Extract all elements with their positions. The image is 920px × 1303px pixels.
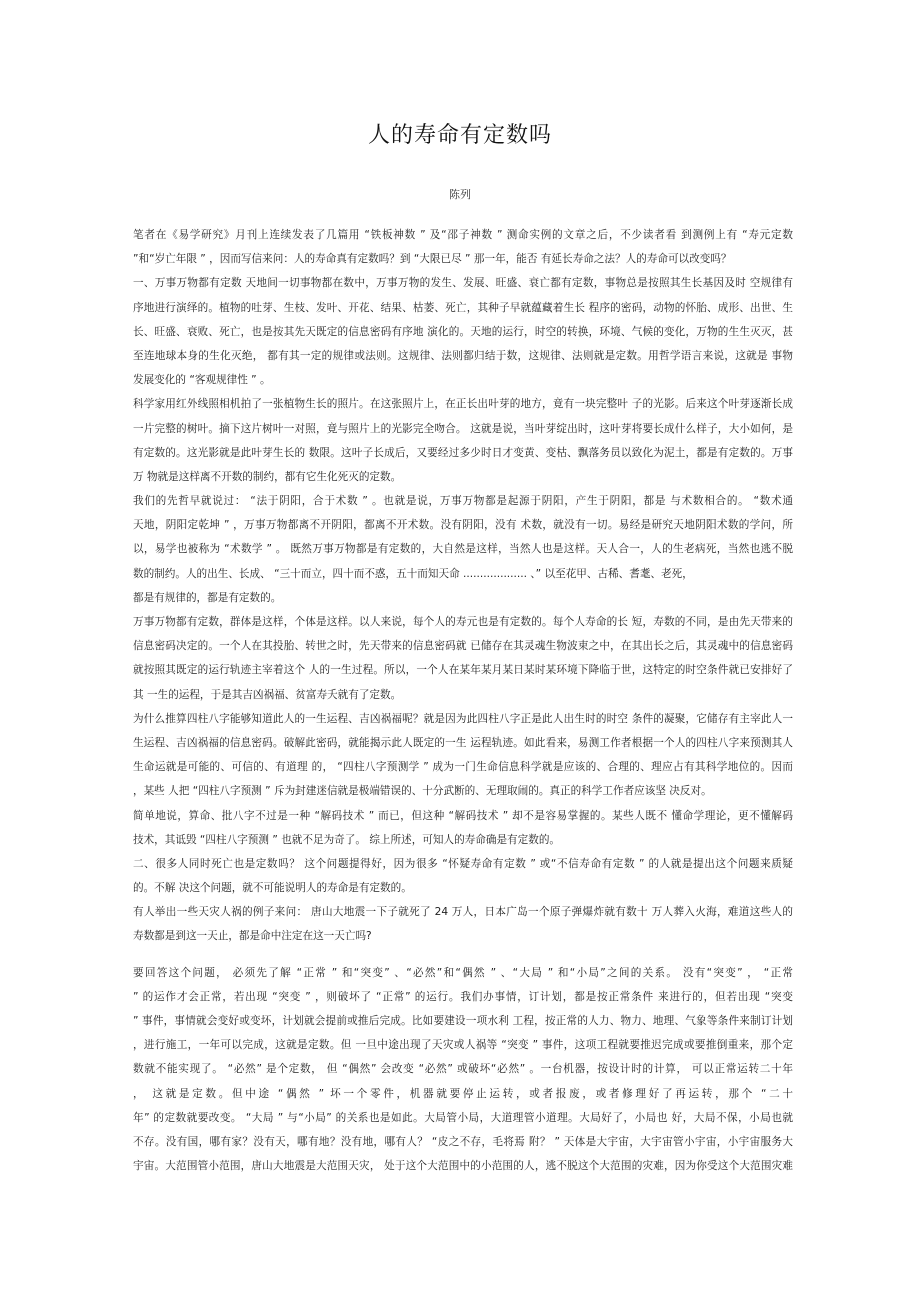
text-line: 数就不能实现了。 “必然” 是个定数， 但 “偶然” 会改变 “必然” 或破坏“必然” 。一台机器，按设计时的计算， 可以正常运转二十年 bbox=[133, 1063, 793, 1076]
text-line: 的。不解 决这个问题，就不可能说明人的寿命是有定数的。 bbox=[133, 882, 412, 895]
paragraph-gap bbox=[133, 949, 793, 961]
text-line: 一片完整的树叶。摘下这片树叶一对照，竟与照片上的光影完全吻合。 这就是说，当叶芽绽出时，这叶芽将要长成什么样子，大小如何，是 bbox=[133, 422, 793, 435]
text-line: 序地进行演绎的。植物的吐芽、生枝、发叶、开花、结果、枯萎、死亡，其种子早就蕴藏着生长 程序的密码，动物的怀胎、成形、出世、生 bbox=[133, 301, 793, 314]
document-title: 人的寿命有定数吗 bbox=[367, 123, 552, 148]
document-body bbox=[133, 223, 793, 1178]
text-line: ” 的运作才会正常，若出现 “突变 ” ，则破坏了 “正常” 的运行。我们办事情，订计划，都是按正常条件 来进行的，但若出现 “突变 bbox=[133, 990, 793, 1003]
text-line: 为什么推算四柱八字能够知道此人的一生运程、吉凶祸福呢？就是因为此四柱八字正是此人出生时的时空 条件的凝聚，它储存有主宰此人一 bbox=[133, 712, 793, 725]
text-line: 都是有规律的，都是有定数的。 bbox=[133, 591, 282, 604]
text-line: 数的制约。人的出生、长成、 “三十而立，四十而不惑，五十而知天命 ................... 、” 以至花甲、古稀、耆耄、老死， bbox=[133, 567, 693, 580]
text-line: 发展变化的 “客观规律性 ” 。 bbox=[133, 374, 271, 387]
text-line: 年” 的定数就要改变。 “大局 ” 与“小局” 的关系也是如此。大局管小局，大道理管小道理。大局好了，小局也 好，大局不保，小局也就 bbox=[133, 1111, 793, 1124]
text-line: 信息密码决定的。一个人在其投胎、转世之时，先天带来的信息密码就 已储存在其灵魂生物波束之中，在其出长之后，其灵魂中的信息密码 bbox=[133, 640, 793, 653]
text-line: 有人举出一些天灾人祸的例子来问： 唐山大地震一下子就死了 24 万人，日本广岛一个原子弹爆炸就有数十 万人葬入火海，难道这些人的 bbox=[133, 906, 793, 919]
text-line: 天地，阴阳定乾坤 ” ，万事万物都离不开阴阳，都离不开术数。没有阴阳，没有 术数，就没有一切。易经是研究天地阴阳术数的学问，所 bbox=[133, 519, 793, 532]
text-line: 寿数都是到这一天止，都是命中注定在这一天亡吗? bbox=[133, 930, 372, 943]
text-line: 宇宙。大范围管小范围，唐山大地震是大范围天灾， 处于这个大范围中的小范围的人，逃不脱这个大范围的灾难，因为你受这个大范围灾难 bbox=[133, 1160, 793, 1173]
text-line: 二、很多人同时死亡也是定数吗？ 这个问题提得好，因为很多 “怀疑寿命有定数 ” 或“不信寿命有定数 ” 的人就是提出这个问题来质疑 bbox=[133, 857, 793, 870]
text-line: ，进行施工，一年可以完成，这就是定数。但 一旦中途出现了天灾或人祸等 “突变 ” 事件，这项工程就要推迟完成或要推倒重来，那个定 bbox=[133, 1039, 793, 1052]
text-line: 至连地球本身的生化灭绝， 都有其一定的规律或法则。这规律、法则都归结于数，这规律、法则就是定数。用哲学语言来说，这就是 事物 bbox=[133, 349, 793, 362]
text-line: ” 事件，事情就会变好或变坏，计划就会提前或推后完成。比如要建设一项水利 工程，按正常的人力、物力、地理、气象等条件来制订计划 bbox=[133, 1015, 793, 1027]
text-line: 生运程、吉凶祸福的信息密码。破解此密码，就能揭示此人既定的一生 运程轨迹。如此看来，易测工作者根据一个人的四柱八字来预测其人 bbox=[133, 736, 793, 749]
text-line: 以，易学也被称为 “术数学 ” 。 既然万事万物都是有定数的，大自然是这样，当然人也是这样。天人合一，人的生老病死，当然也逃不脱 bbox=[133, 543, 793, 556]
text-line: 不存。没有国，哪有家？没有天，哪有地？没有地，哪有人？ “皮之不存，毛将焉 附？ ” 天体是大宇宙，大宇宙管小宇宙，小宇宙服务大 bbox=[133, 1135, 793, 1148]
text-line: ， 这就是定数。但中途 “偶然 ” 坏一个零件，机器就要停止运转，或者报废，或者修理好了再运转，那个 “二十 bbox=[133, 1087, 793, 1100]
text-line: 就按照其既定的运行轨迹主宰着这个 人的一生过程。所以，一个人在某年某月某日某时某环境下降临于世，这特定的时空条件就已安排好了 bbox=[133, 664, 793, 677]
text-line: 一、万事万物都有定数 天地间一切事物都在数中，万事万物的发生、发展、旺盛、衰亡都有定数，事物总是按照其生长基因及时 空规律有 bbox=[133, 277, 793, 290]
text-line: 生命运就是可能的、可信的、有道理 的， “四柱八字预测学 ” 成为一门生命信息科学就是应该的、合理的、理应占有其科学地位的。因而 bbox=[133, 761, 793, 774]
text-line: 万事万物都有定数，群体是这样，个体是这样。以人来说，每个人的寿元也是有定数的。每个人寿命的长 短，寿数的不同，是由先天带来的 bbox=[133, 616, 793, 628]
text-line: ”和“岁亡年限 ” ，因而写信来问：人的寿命真有定数吗？到 “大限已尽 ” 那一年，能否 有延长寿命之法？人的寿命可以改变吗？ bbox=[133, 253, 732, 266]
text-line: 要回答这个问题， 必须先了解 “正常 ” 和“突变” 、“必然”和“偶然 ” 、“大局 ” 和“小局”之间的关系。 没有“突变” ， “正常 bbox=[133, 966, 793, 979]
text-line: 万 物就是这样离不开数的制约，都有它生化死灭的定数。 bbox=[133, 470, 402, 483]
text-line: 其 一生的运程，于是其吉凶祸福、贫富寿夭就有了定数。 bbox=[133, 688, 402, 701]
text-line: 科学家用红外线照相机拍了一张植物生长的照片。在这张照片上，在正长出叶芽的地方，竟有一块完整叶 子的光影。后来这个叶芽逐渐长成 bbox=[133, 398, 793, 411]
document-author: 陈列 bbox=[449, 188, 471, 201]
text-line: ，某些 人把 “四柱八字预测 ” 斥为封建迷信就是极端错误的、十分武断的、无理取闹的。真正的科学工作者应该坚 决反对。 bbox=[133, 785, 712, 798]
text-line: 笔者在《易学研究》月刊上连续发表了几篇用 “铁板神数 ” 及“邵子神数 ” 测命实例的文章之后，不少读者看 到测例上有 “寿元定数 bbox=[133, 229, 793, 241]
text-line: 技术，其诋毁 “四柱八字预测 ” 也就不足为奇了。 综上所述，可知人的寿命确是有定数的。 bbox=[133, 833, 561, 846]
text-line: 有定数的。这光影就是此叶芽生长的 数限。这叶子长成后，又要经过多少时日才变黄、变枯、飘落务员以致化为泥土，都是有定数的。万事 bbox=[133, 446, 793, 459]
text-line: 我们的先哲早就说过： “法于阴阳，合于术数 ” 。也就是说，万事万物都是起源于阴阳，产生于阴阳，都是 与术数相合的。 “数术通 bbox=[133, 495, 793, 508]
text-line: 简单地说，算命、批八字不过是一种 “解码技术 ” 而已，但这种 “解码技术 ” 却不是容易掌握的。某些人既不 懂命学理论，更不懂解码 bbox=[133, 809, 793, 822]
text-line: 长、旺盛、衰败、死亡，也是按其先天既定的信息密码有序地 演化的。天地的运行，时空的转换，环境、气候的变化，万物的生生灭灭，甚 bbox=[133, 325, 793, 338]
